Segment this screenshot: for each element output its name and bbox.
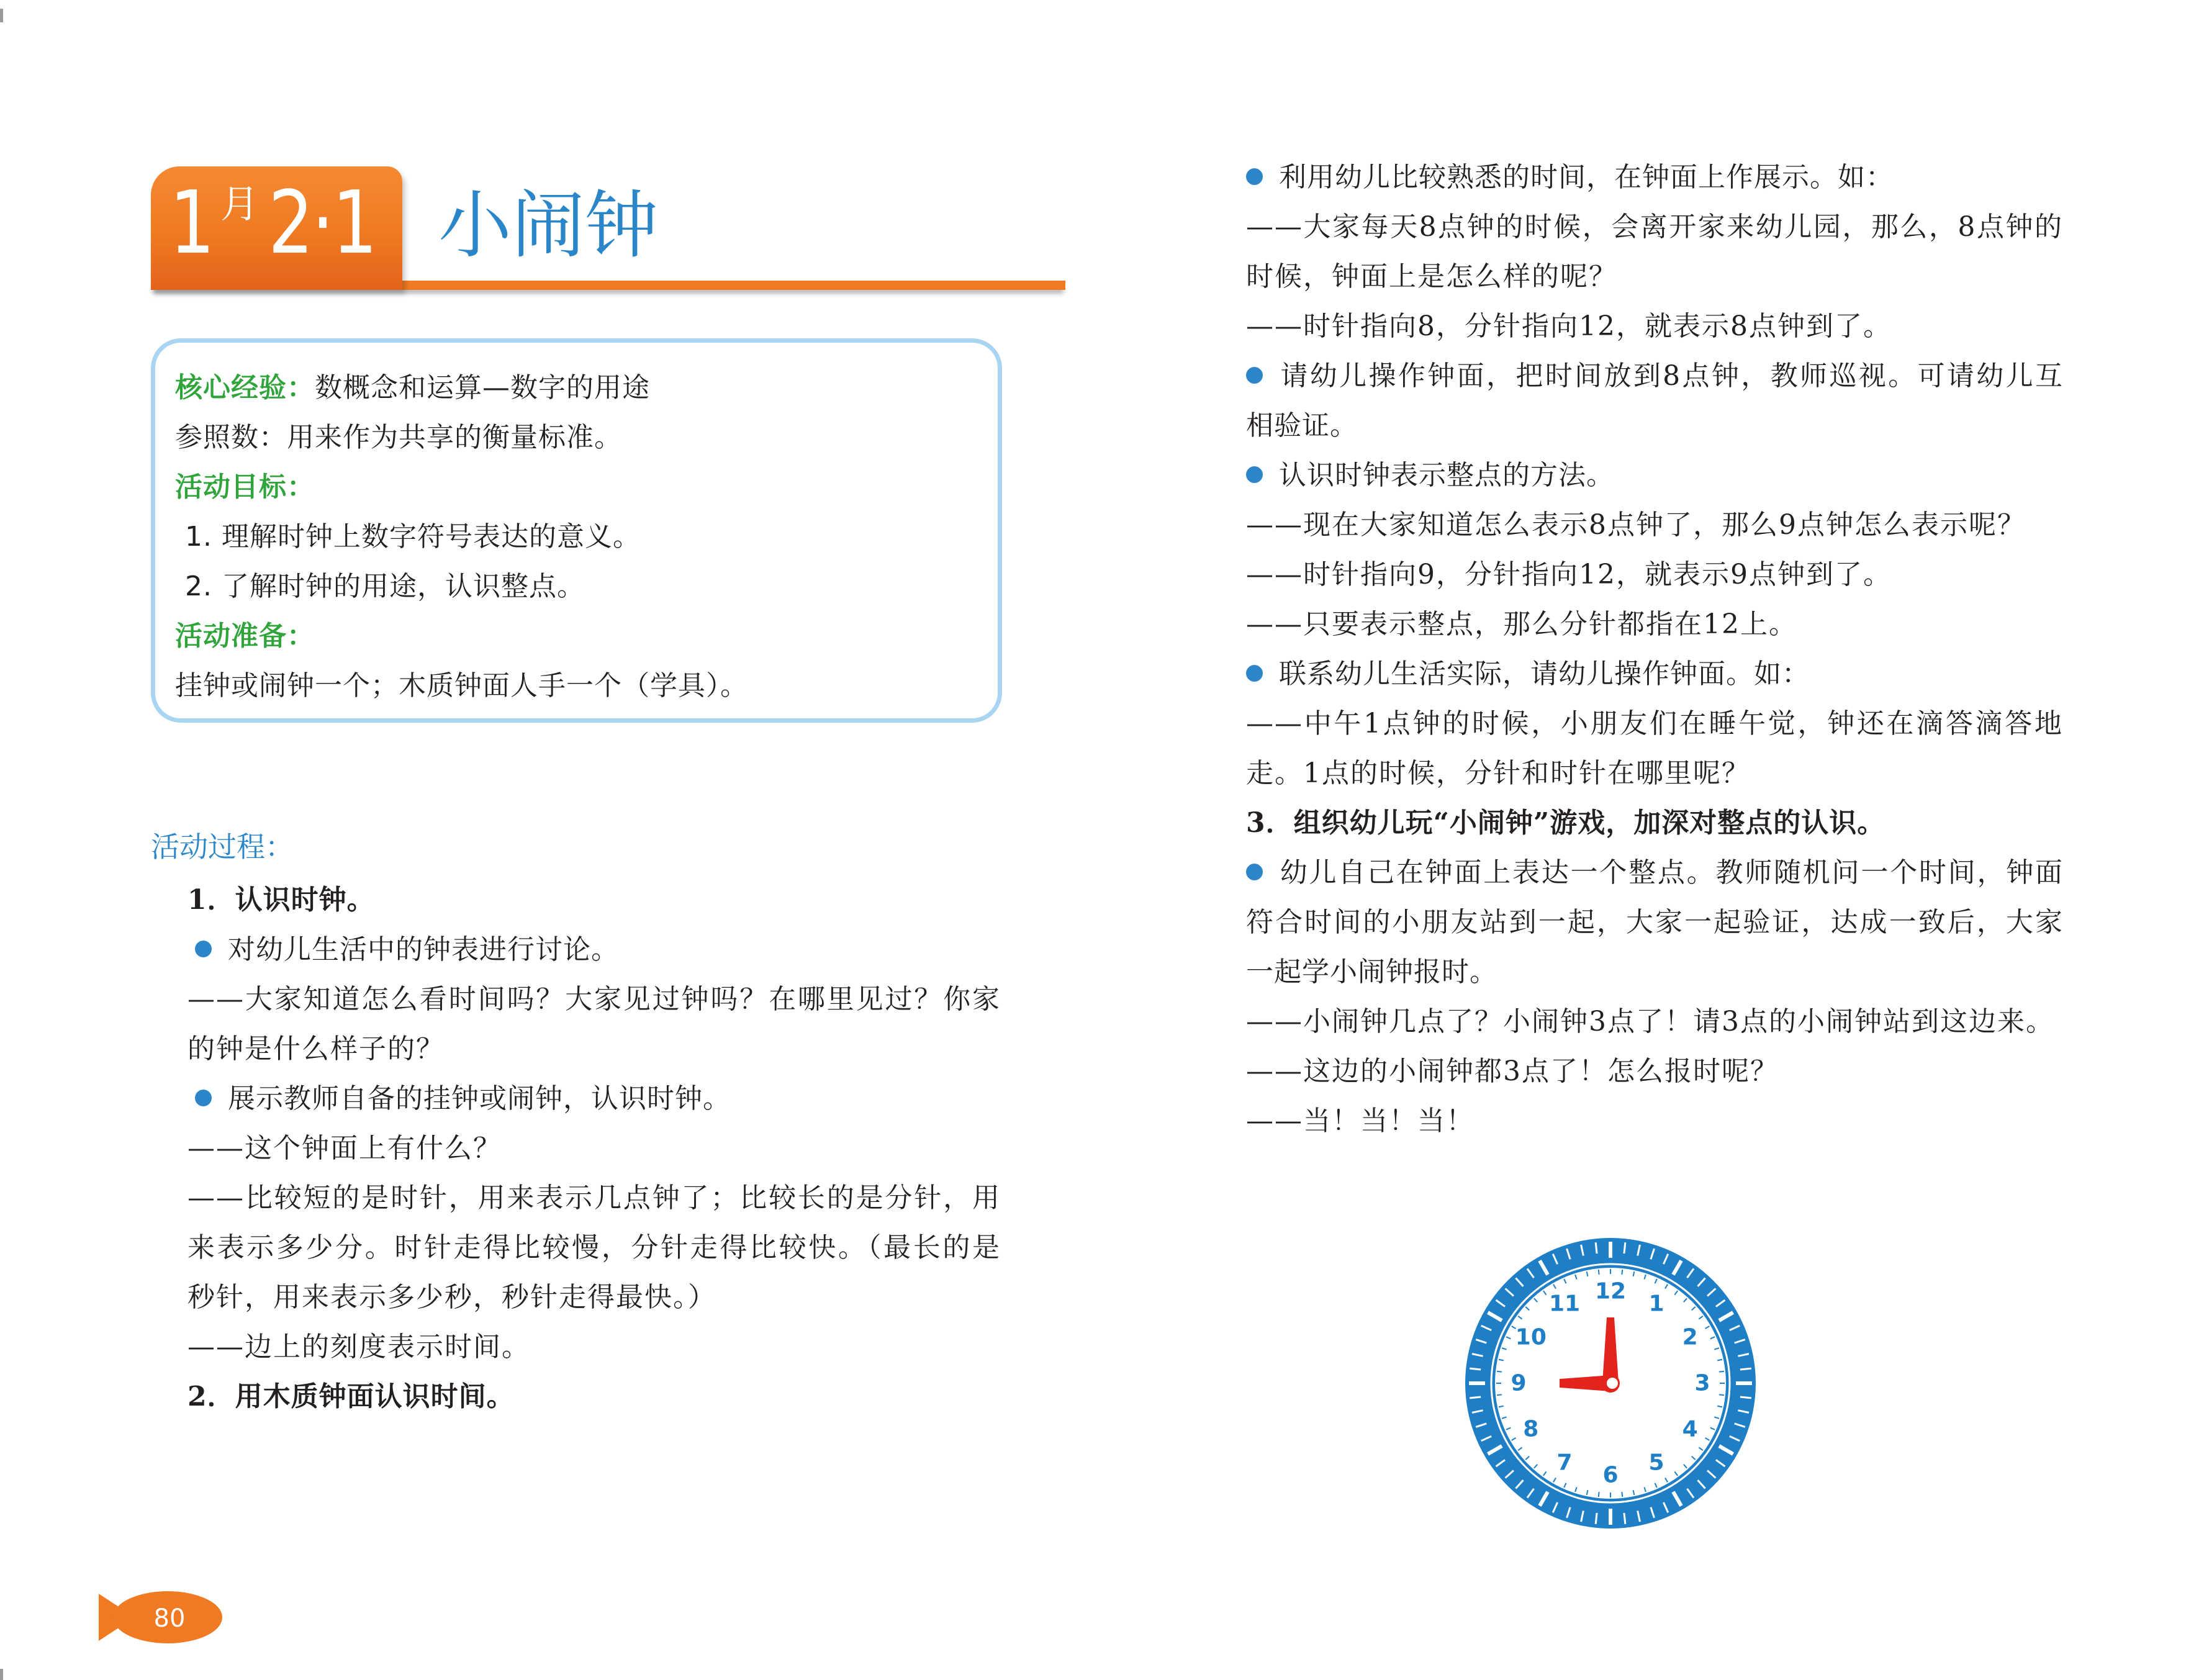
clock-number: 12 bbox=[1594, 1278, 1627, 1304]
text-line bbox=[1246, 848, 2063, 898]
text-line bbox=[1246, 153, 2063, 202]
text-line: ——时针指向8，分针指向12，就表示8点钟到了。 bbox=[1246, 310, 1892, 342]
dialogue-item bbox=[1246, 1047, 2063, 1096]
lesson-badge bbox=[151, 166, 402, 290]
clock-tick bbox=[1470, 1397, 1481, 1398]
lesson-title: 小闹钟 bbox=[438, 183, 659, 268]
page-number: 80 bbox=[153, 1604, 186, 1633]
text-line: ——小闹钟几点了？小闹钟3点了！请3点的小闹钟站到这边来。 bbox=[1246, 1006, 2054, 1037]
text-line bbox=[187, 925, 1001, 975]
dialogue-item bbox=[187, 1124, 1001, 1173]
text-line: ——这边的小闹钟都3点了！怎么报时呢？ bbox=[1246, 1055, 1779, 1087]
text-line bbox=[1246, 649, 2063, 699]
dialogue-item bbox=[1246, 500, 2063, 550]
step-heading bbox=[187, 1372, 1001, 1422]
clock-face-tick bbox=[1719, 1394, 1724, 1395]
text-line: 3．组织幼儿玩“小闹钟”游戏，加深对整点的认识。 bbox=[1246, 807, 1886, 839]
clock-tick bbox=[1624, 1242, 1625, 1253]
dialogue-item bbox=[1246, 550, 2063, 600]
step-heading bbox=[1246, 798, 2063, 848]
preparation-label: 活动准备： bbox=[175, 620, 315, 652]
badge-month-char: 月 bbox=[220, 181, 260, 227]
dialogue-item bbox=[1246, 1096, 2063, 1146]
preparation-text: 挂钟或闹钟一个；木质钟面人手一个（学具）。 bbox=[175, 670, 748, 702]
dialogue-item bbox=[1246, 302, 2063, 351]
bullet-dot-icon bbox=[1246, 367, 1263, 384]
clock-number: 7 bbox=[1556, 1450, 1573, 1476]
clock-number: 6 bbox=[1602, 1462, 1619, 1488]
left-text-column bbox=[187, 875, 1001, 1422]
text-line bbox=[1246, 351, 2063, 401]
bullet-text: 幼儿自己在钟面上表达一个整点。教师随机问一个时间，钟面 bbox=[1279, 857, 2063, 888]
clock-tick bbox=[1470, 1368, 1481, 1370]
core-experience-label: 核心经验： bbox=[175, 372, 315, 404]
bullet-item bbox=[1246, 153, 2063, 202]
text-line: 相验证。 bbox=[1246, 410, 1358, 441]
bullet-text: 请幼儿操作钟面，把时间放到8点钟，教师巡视。可请幼儿互 bbox=[1279, 360, 2063, 392]
clock-number: 10 bbox=[1515, 1324, 1547, 1350]
clock-number: 2 bbox=[1682, 1324, 1698, 1350]
text-line: 来表示多少分。时针走得比较慢，分针走得比较快。（最长的是 bbox=[187, 1232, 1001, 1263]
text-line: 时候，钟面上是怎么样的呢？ bbox=[1246, 261, 1617, 292]
clock-face-tick bbox=[1497, 1394, 1502, 1395]
bullet-text: 联系幼儿生活实际，请幼儿操作钟面。如： bbox=[1279, 658, 1810, 690]
core-experience-text: 数概念和运算—数字的用途 bbox=[315, 372, 650, 404]
goal-item: 2. 了解时钟的用途，认识整点。 bbox=[185, 571, 585, 602]
text-line bbox=[1246, 451, 2063, 500]
text-line: ——时针指向9，分针指向12，就表示9点钟到了。 bbox=[1246, 559, 1892, 590]
text-line: ——中午1点钟的时候，小朋友们在睡午觉，钟还在滴答滴答地 bbox=[1246, 708, 2063, 739]
bullet-item bbox=[1246, 649, 2063, 699]
bullet-dot-icon bbox=[195, 1090, 212, 1106]
dialogue-item bbox=[1246, 600, 2063, 649]
dialogue-item bbox=[187, 1173, 1001, 1322]
right-text-column bbox=[1246, 153, 2063, 1146]
text-line: 1．认识时钟。 bbox=[187, 884, 375, 916]
clock-number: 8 bbox=[1523, 1416, 1539, 1442]
clock-number: 4 bbox=[1682, 1416, 1698, 1442]
bullet-item bbox=[1246, 451, 2063, 500]
badge-month-number: 1 bbox=[169, 173, 215, 274]
page-number-badge bbox=[96, 1586, 227, 1648]
clock-illustration bbox=[1461, 1234, 1759, 1532]
clock-number: 3 bbox=[1694, 1370, 1710, 1396]
dialogue-item bbox=[1246, 997, 2063, 1047]
dialogue-item bbox=[1246, 202, 2063, 302]
text-line: ——大家每天8点钟的时候，会离开家来幼儿园，那么，8点钟的 bbox=[1246, 211, 2063, 243]
crop-mark bbox=[0, 1669, 3, 1680]
clock-tick bbox=[1596, 1242, 1597, 1253]
clock-face-tick bbox=[1719, 1371, 1724, 1372]
bullet-text: 对幼儿生活中的钟表进行讨论。 bbox=[228, 934, 619, 965]
clock-center-pin bbox=[1607, 1378, 1618, 1389]
process-label: 活动过程： bbox=[151, 830, 294, 864]
clock-number: 5 bbox=[1648, 1450, 1664, 1476]
text-line bbox=[187, 1074, 1001, 1124]
bullet-item bbox=[187, 925, 1001, 975]
text-line: 的钟是什么样子的？ bbox=[187, 1033, 445, 1065]
bullet-text: 展示教师自备的挂钟或闹钟，认识时钟。 bbox=[228, 1083, 731, 1114]
badge-lesson-number: 2·1 bbox=[268, 173, 376, 274]
text-line: ——现在大家知道怎么表示8点钟了，那么9点钟怎么表示呢？ bbox=[1246, 509, 2026, 541]
bullet-dot-icon bbox=[1246, 168, 1263, 185]
clock-number: 11 bbox=[1548, 1291, 1581, 1317]
text-line: ——这个钟面上有什么？ bbox=[187, 1132, 502, 1164]
clock-tick bbox=[1596, 1513, 1597, 1524]
text-line: 一起学小闹钟报时。 bbox=[1246, 956, 1497, 988]
goal-item: 1. 理解时钟上数字符号表达的意义。 bbox=[185, 521, 641, 553]
text-line: ——边上的刻度表示时间。 bbox=[187, 1331, 530, 1363]
core-experience-row bbox=[175, 363, 998, 413]
text-line: 秒针，用来表示多少秒，秒针走得最快。） bbox=[187, 1281, 716, 1313]
clock-face-tick bbox=[1497, 1371, 1502, 1372]
bullet-dot-icon bbox=[1246, 466, 1263, 483]
bullet-item bbox=[187, 1074, 1001, 1124]
info-box bbox=[151, 338, 1002, 723]
bullet-dot-icon bbox=[1246, 665, 1263, 682]
bullet-text: 利用幼儿比较熟悉的时间，在钟面上作展示。如： bbox=[1279, 161, 1894, 193]
goals-label: 活动目标： bbox=[175, 471, 315, 503]
clock-number: 1 bbox=[1648, 1291, 1664, 1317]
text-line: 走。1点的时候，分针和时针在哪里呢？ bbox=[1246, 757, 1750, 789]
bullet-text: 认识时钟表示整点的方法。 bbox=[1279, 459, 1614, 491]
text-line: ——只要表示整点，那么分针都指在12上。 bbox=[1246, 608, 1797, 640]
dialogue-item bbox=[1246, 699, 2063, 798]
dialogue-item bbox=[187, 1322, 1001, 1372]
dialogue-item bbox=[187, 975, 1001, 1074]
text-line: 2．用木质钟面认识时间。 bbox=[187, 1381, 515, 1412]
text-line: ——大家知道怎么看时间吗？大家见过钟吗？在哪里见过？你家 bbox=[187, 983, 1001, 1015]
clock-tick bbox=[1624, 1513, 1625, 1524]
text-line: ——当！当！当！ bbox=[1246, 1105, 1475, 1137]
step-heading bbox=[187, 875, 1001, 925]
bullet-item bbox=[1246, 351, 2063, 451]
text-line: 符合时间的小朋友站到一起，大家一起验证，达成一致后，大家 bbox=[1246, 906, 2063, 938]
clock-number: 9 bbox=[1511, 1370, 1527, 1396]
bullet-item bbox=[1246, 848, 2063, 997]
bullet-dot-icon bbox=[195, 941, 212, 957]
bullet-dot-icon bbox=[1246, 864, 1263, 880]
reference-line: 参照数：用来作为共享的衡量标准。 bbox=[175, 422, 622, 453]
clock-tick bbox=[1740, 1368, 1751, 1370]
clock-tick bbox=[1740, 1397, 1751, 1398]
crop-mark bbox=[0, 9, 3, 22]
text-line: ——比较短的是时针，用来表示几点钟了；比较长的是分针，用 bbox=[187, 1182, 1001, 1214]
